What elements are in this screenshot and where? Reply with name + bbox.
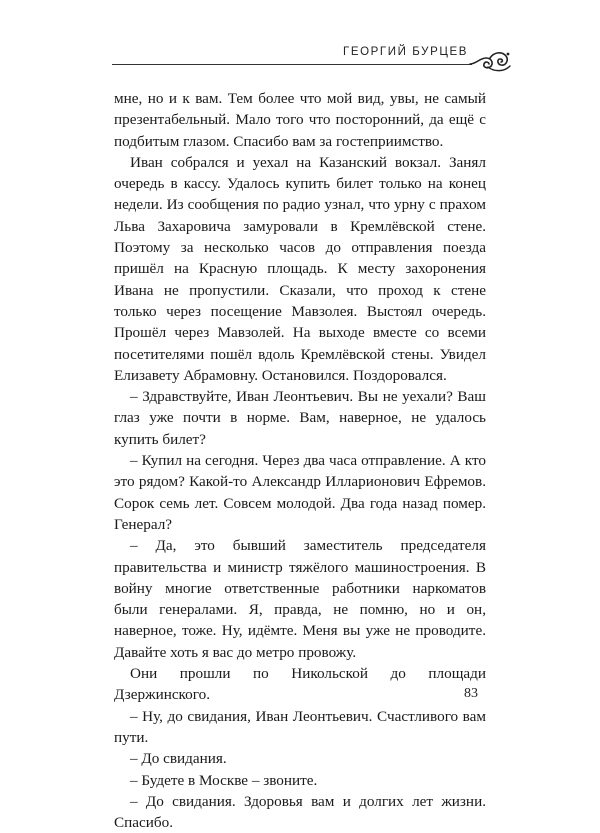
dialogue-line: – Здравствуйте, Иван Леонтьевич. Вы не уехали? Ваш глаз уже почти в норме. Вам, наверное, не удалось купить билет? (114, 388, 486, 448)
dialogue-line: – Купил на сегодня. Через два часа отправление. А кто это рядом? Какой-то Александр Илларионович Ефремов. Сорок семь лет. Совсем молодой. Два года назад помер. Генерал? (114, 452, 486, 533)
header-rule (112, 64, 472, 65)
dialogue-line: – Да, это бывший заместитель председателя правительства и министр тяжёлого машиностроения. В войну многие ответственные работники наркоматов были генералами. Я, правда, не помню, но и он, наверное, тоже. Ну, идёмте. Меня вы уже не проводите. Давайте хоть я вас до метро провожу. (114, 537, 486, 661)
body-text (114, 88, 486, 833)
paragraph: Они прошли по Никольской до площади Дзержинского. (114, 665, 486, 704)
running-head (112, 44, 512, 74)
running-title: ГЕОРГИЙ БУРЦЕВ (343, 46, 468, 58)
flourish-ornament-icon (468, 48, 512, 74)
paragraph: Иван собрался и уехал на Казанский вокзал. Занял очередь в кассу. Удалось купить билет только на конец недели. Из сообщения по радио узнал, что урну с прахом Льва Захаровича замуровали в Кремлёвской стене. Поэтому за несколько часов до отправления поезда пришёл на Красную площадь. К месту захоронения Ивана не пропустили. Сказали, что проход к стене только через посещение Мавзолея. Выстоял очередь. Прошёл через Мавзолей. На выходе вместе со всеми посетителями пошёл вдоль Кремлёвской стены. Увидел Елизавету Абрамовну. Остановился. Поздоровался. (114, 153, 486, 384)
dialogue-line: – Будете в Москве – звоните. (130, 771, 318, 789)
dialogue-line: – До свидания. Здоровья вам и долгих лет жизни. Спасибо. (114, 792, 486, 832)
dialogue-line: – До свидания. (130, 750, 227, 768)
dialogue-line: – Ну, до свидания, Иван Леонтьевич. Счастливого вам пути. (114, 707, 486, 746)
page-number: 83 (464, 686, 478, 701)
paragraph-continued: мне, но и к вам. Тем более что мой вид, увы, не самый презентабельный. Мало того что посторонний, да ещё с подбитым глазом. Спасибо вам за гостеприимство. (114, 90, 486, 150)
